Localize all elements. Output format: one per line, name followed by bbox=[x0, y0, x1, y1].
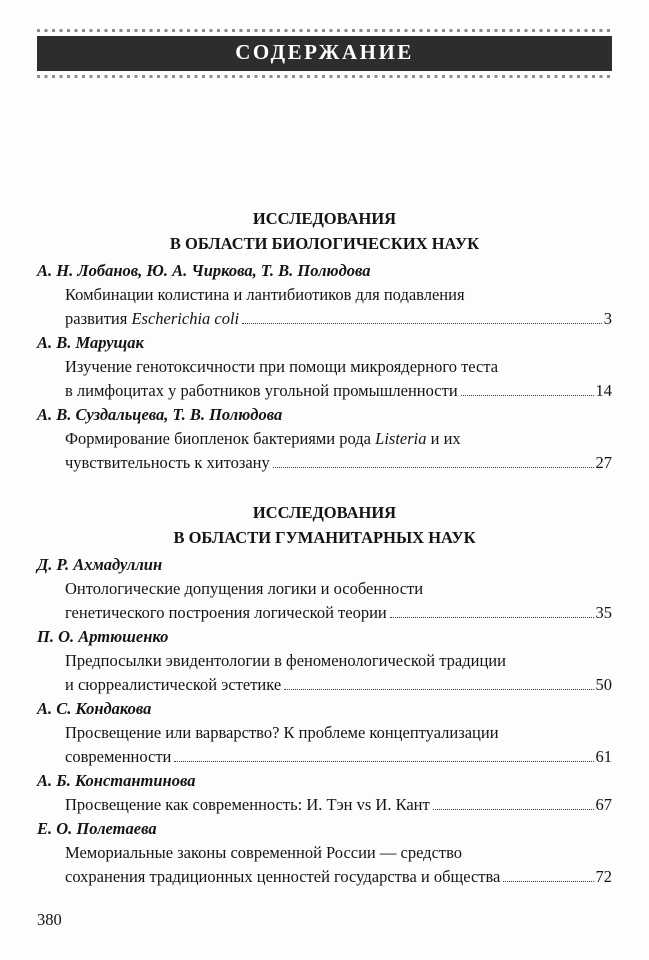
section-heading-line: ИССЛЕДОВАНИЯ bbox=[252, 503, 397, 522]
entry-page-number: 27 bbox=[595, 453, 612, 472]
section-heading-line: ИССЛЕДОВАНИЯ bbox=[252, 209, 397, 228]
entry-title-text: Формирование биопленок бактериями рода Listeria и их bbox=[65, 429, 461, 448]
entry-title-text: развития Escherichia coli bbox=[65, 309, 240, 328]
entry-title-line bbox=[37, 307, 612, 331]
section-heading-line: В ОБЛАСТИ БИОЛОГИЧЕСКИХ НАУК bbox=[169, 234, 480, 253]
entry-title-line bbox=[37, 283, 612, 307]
section-heading-line: В ОБЛАСТИ ГУМАНИТАРНЫХ НАУК bbox=[173, 528, 476, 547]
entry-page-number: 72 bbox=[595, 867, 612, 886]
entry-page-number: 3 bbox=[603, 309, 612, 328]
contents-banner bbox=[37, 29, 612, 78]
toc-section bbox=[37, 206, 612, 475]
table-of-contents bbox=[37, 206, 612, 889]
section-heading bbox=[37, 500, 612, 550]
dot-leader bbox=[174, 750, 593, 762]
folio-page-number: 380 bbox=[37, 910, 62, 929]
dot-leader bbox=[461, 384, 594, 396]
entry-title-line bbox=[37, 451, 612, 475]
entry-page-number: 35 bbox=[595, 603, 612, 622]
entry-authors: А. В. Суздальцева, Т. В. Полюдова bbox=[37, 405, 283, 424]
entry-title-line bbox=[37, 649, 612, 673]
dotted-rule-bottom bbox=[37, 75, 612, 78]
entry-authors: А. В. Марущак bbox=[37, 333, 144, 352]
entry-title-text: Мемориальные законы современной России — средство bbox=[65, 843, 463, 862]
dotted-rule-top bbox=[37, 29, 612, 32]
entry-authors: П. О. Артюшенко bbox=[37, 627, 169, 646]
entry-title-line bbox=[37, 673, 612, 697]
entry-title-line bbox=[37, 841, 612, 865]
entry-title-line bbox=[37, 577, 612, 601]
entry-title-line bbox=[37, 745, 612, 769]
entry-title-text: Комбинации колистина и лантибиотиков для подавления bbox=[65, 285, 465, 304]
entry-title-text: Предпосылки эвидентологии в феноменологической традиции bbox=[65, 651, 506, 670]
entry-title-text: в лимфоцитах у работников угольной промышленности bbox=[65, 381, 458, 400]
entry-title-text: и сюрреалистической эстетике bbox=[65, 675, 282, 694]
dot-leader bbox=[390, 606, 594, 618]
dot-leader bbox=[433, 798, 594, 810]
entry-title-line bbox=[37, 355, 612, 379]
entry-title-line bbox=[37, 793, 612, 817]
entry-title-line bbox=[37, 601, 612, 625]
section-heading bbox=[37, 206, 612, 256]
page-title: СОДЕРЖАНИЕ bbox=[37, 36, 612, 71]
entry-authors: А. Б. Константинова bbox=[37, 771, 196, 790]
entry-page-number: 61 bbox=[595, 747, 612, 766]
entry-title-text: чувствительность к хитозану bbox=[65, 453, 270, 472]
dot-leader bbox=[242, 312, 602, 324]
entry-title-text: Просвещение как современность: И. Тэн vs И. Кант bbox=[65, 795, 430, 814]
dot-leader bbox=[273, 456, 594, 468]
entry-title-text: генетического построения логической теории bbox=[65, 603, 387, 622]
entry-title-text: Онтологические допущения логики и особенности bbox=[65, 579, 424, 598]
entry-title-line bbox=[37, 379, 612, 403]
entry-title-line bbox=[37, 721, 612, 745]
entry-title-text: Просвещение или варварство? К проблеме концептуализации bbox=[65, 723, 499, 742]
entry-title-line bbox=[37, 865, 612, 889]
entry-title-text: современности bbox=[65, 747, 172, 766]
entry-authors: А. С. Кондакова bbox=[37, 699, 152, 718]
entry-title-line bbox=[37, 427, 612, 451]
entry-title-text: сохранения традиционных ценностей государства и общества bbox=[65, 867, 501, 886]
entry-authors: Е. О. Полетаева bbox=[37, 819, 157, 838]
entry-authors: Д. Р. Ахмадуллин bbox=[37, 555, 163, 574]
entry-page-number: 67 bbox=[595, 795, 612, 814]
entry-title-text: Изучение генотоксичности при помощи микроядерного теста bbox=[65, 357, 499, 376]
toc-section bbox=[37, 500, 612, 889]
dot-leader bbox=[503, 870, 593, 882]
entry-page-number: 14 bbox=[595, 381, 612, 400]
entry-page-number: 50 bbox=[595, 675, 612, 694]
dot-leader bbox=[284, 678, 593, 690]
entry-authors: А. Н. Лобанов, Ю. А. Чиркова, Т. В. Полюдова bbox=[37, 261, 371, 280]
